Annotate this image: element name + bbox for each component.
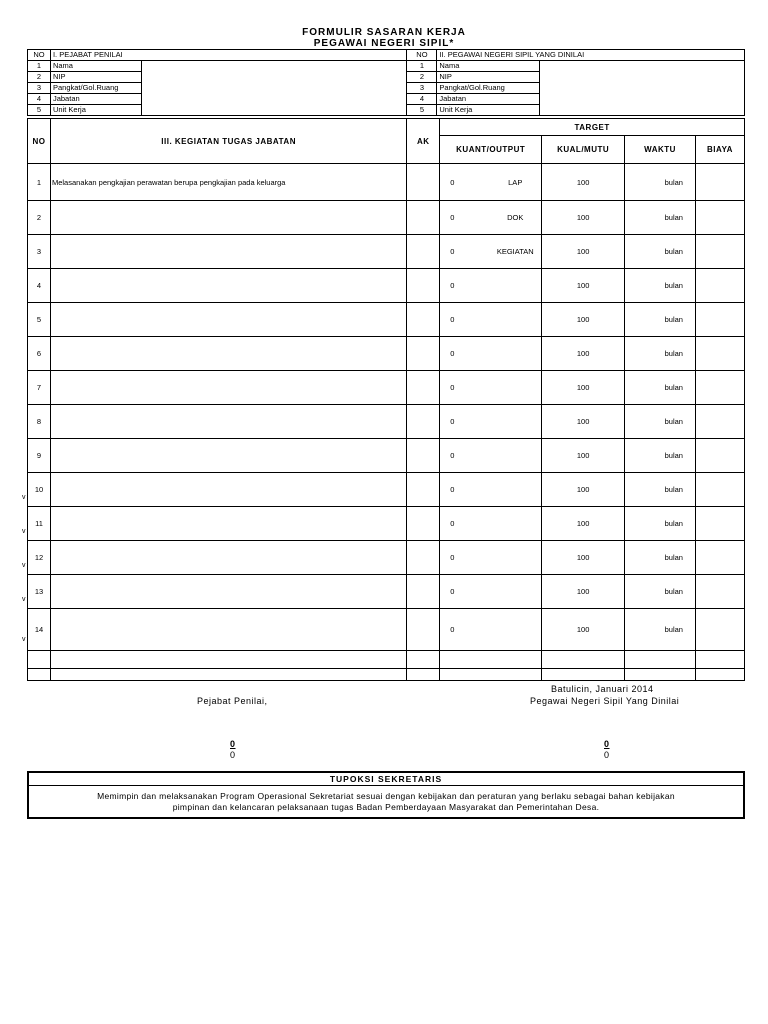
- task-kuant-output[interactable]: [440, 575, 542, 609]
- task-kuant-output[interactable]: [440, 337, 542, 371]
- left-signer-title: Pejabat Penilai,: [197, 696, 268, 706]
- left-row-no: 2: [28, 72, 51, 83]
- empty-row: [28, 669, 745, 681]
- task-row: [28, 201, 745, 235]
- task-waktu[interactable]: bulan: [625, 337, 696, 371]
- identity-header-row: [28, 50, 745, 61]
- task-kual-mutu[interactable]: 100: [542, 371, 625, 405]
- task-no: 14: [28, 609, 51, 651]
- task-no: 5: [28, 303, 51, 337]
- task-biaya[interactable]: [695, 164, 744, 201]
- right-jabatan-label: Jabatan: [437, 94, 540, 105]
- empty-cell[interactable]: [542, 669, 625, 681]
- task-kuant-output[interactable]: [440, 303, 542, 337]
- task-kegiatan[interactable]: [50, 235, 406, 269]
- tupoksi-line-2: pimpinan dan kelancaran pelaksanaan tugas Badan Pemberdayaan Masyarakat dan Pemerintahan Desa.: [172, 802, 600, 812]
- task-ak[interactable]: [407, 303, 440, 337]
- task-kual-mutu[interactable]: 100: [542, 201, 625, 235]
- task-biaya[interactable]: [695, 371, 744, 405]
- task-ak[interactable]: [407, 371, 440, 405]
- task-biaya[interactable]: [695, 609, 744, 651]
- right-value-cell[interactable]: [540, 61, 745, 116]
- left-no-header: NO: [28, 50, 51, 61]
- place-date: Batulicin, Januari 2014: [551, 684, 654, 694]
- task-kegiatan[interactable]: [50, 405, 406, 439]
- left-nip-label: NIP: [50, 72, 141, 83]
- ak-column-header: AK: [407, 119, 440, 164]
- task-waktu[interactable]: bulan: [625, 371, 696, 405]
- kuant-value: 0: [450, 553, 455, 562]
- task-ak[interactable]: [407, 439, 440, 473]
- right-no-header: NO: [407, 50, 437, 61]
- side-tick: v: [22, 494, 26, 501]
- task-ak[interactable]: [407, 337, 440, 371]
- task-ak[interactable]: [407, 609, 440, 651]
- right-row-no: 2: [407, 72, 437, 83]
- left-row-no: 3: [28, 83, 51, 94]
- task-waktu[interactable]: bulan: [625, 303, 696, 337]
- empty-cell[interactable]: [28, 669, 51, 681]
- output-unit: DOK: [507, 213, 524, 222]
- right-row-no: 3: [407, 83, 437, 94]
- empty-cell[interactable]: [625, 669, 696, 681]
- kuant-value: 0: [450, 349, 455, 358]
- kuant-value: 0: [450, 625, 455, 634]
- task-kual-mutu[interactable]: 100: [542, 405, 625, 439]
- kuant-value: 0: [450, 247, 455, 256]
- task-ak[interactable]: [407, 269, 440, 303]
- task-ak[interactable]: [407, 235, 440, 269]
- tupoksi-box: [27, 771, 745, 819]
- empty-cell[interactable]: [50, 651, 406, 669]
- kuant-value: 0: [450, 177, 455, 187]
- tupoksi-heading: TUPOKSI SEKRETARIS: [29, 773, 743, 786]
- identity-table: [27, 49, 745, 116]
- task-ak[interactable]: [407, 575, 440, 609]
- task-biaya[interactable]: [695, 235, 744, 269]
- right-row-no: 4: [407, 94, 437, 105]
- task-kegiatan[interactable]: [50, 473, 406, 507]
- task-waktu[interactable]: bulan: [625, 405, 696, 439]
- task-row: [28, 405, 745, 439]
- left-value-cell[interactable]: [141, 61, 407, 116]
- task-no: 7: [28, 371, 51, 405]
- task-kual-mutu[interactable]: 100: [542, 473, 625, 507]
- task-kegiatan[interactable]: [50, 201, 406, 235]
- side-tick: v: [22, 636, 26, 643]
- task-kuant-output[interactable]: [440, 371, 542, 405]
- empty-cell[interactable]: [28, 651, 51, 669]
- right-signer-nip: 0: [604, 750, 610, 760]
- kuant-value: 0: [450, 383, 455, 392]
- task-kual-mutu[interactable]: 100: [542, 507, 625, 541]
- task-kual-mutu[interactable]: 100: [542, 609, 625, 651]
- task-kuant-output[interactable]: [440, 609, 542, 651]
- task-kuant-output[interactable]: [440, 201, 542, 235]
- task-waktu[interactable]: bulan: [625, 507, 696, 541]
- task-kegiatan[interactable]: [50, 575, 406, 609]
- form-title: FORMULIR SASARAN KERJA: [302, 27, 466, 38]
- task-row: [28, 575, 745, 609]
- task-kuant-output[interactable]: [440, 269, 542, 303]
- task-no: 2: [28, 201, 51, 235]
- task-no: 3: [28, 235, 51, 269]
- pejabat-penilai-header: I. PEJABAT PENILAI: [50, 50, 406, 61]
- task-no: 4: [28, 269, 51, 303]
- task-no: 10: [28, 473, 51, 507]
- tupoksi-line-1: Memimpin dan melaksanakan Program Operasional Sekretariat sesuai dengan kebijakan dan peraturan yang berlaku sebagai bahan kebijakan: [97, 791, 675, 801]
- task-kuant-output[interactable]: [440, 235, 542, 269]
- task-no: 11: [28, 507, 51, 541]
- task-waktu[interactable]: bulan: [625, 473, 696, 507]
- task-no: 6: [28, 337, 51, 371]
- task-kegiatan[interactable]: [50, 337, 406, 371]
- task-no: 1: [28, 164, 51, 201]
- right-signer-name: 0: [604, 739, 610, 749]
- task-kual-mutu[interactable]: 100: [542, 303, 625, 337]
- task-row: [28, 164, 745, 201]
- task-kual-mutu[interactable]: 100: [542, 337, 625, 371]
- task-kegiatan[interactable]: [50, 541, 406, 575]
- task-biaya[interactable]: [695, 337, 744, 371]
- task-waktu[interactable]: bulan: [625, 541, 696, 575]
- task-row: [28, 269, 745, 303]
- task-biaya[interactable]: [695, 507, 744, 541]
- task-row: [28, 541, 745, 575]
- kuant-output-header: KUANT/OUTPUT: [440, 136, 542, 164]
- task-row: [28, 371, 745, 405]
- side-tick: v: [22, 596, 26, 603]
- task-kual-mutu[interactable]: 100: [542, 164, 625, 201]
- task-ak[interactable]: [407, 507, 440, 541]
- task-biaya[interactable]: [695, 201, 744, 235]
- task-biaya[interactable]: [695, 269, 744, 303]
- target-header: TARGET: [440, 119, 745, 136]
- right-signer-title: Pegawai Negeri Sipil Yang Dinilai: [530, 696, 680, 706]
- task-row: [28, 439, 745, 473]
- task-kual-mutu[interactable]: 100: [542, 541, 625, 575]
- right-pangkat-label: Pangkat/Gol.Ruang: [437, 83, 540, 94]
- task-kegiatan[interactable]: Melasanakan pengkajian perawatan berupa pengkajian pada keluarga: [50, 164, 406, 201]
- task-row: [28, 303, 745, 337]
- empty-cell[interactable]: [407, 651, 440, 669]
- task-no: 9: [28, 439, 51, 473]
- task-kegiatan[interactable]: [50, 439, 406, 473]
- task-kuant-output[interactable]: [440, 473, 542, 507]
- left-signer-name: 0: [230, 739, 236, 749]
- task-kegiatan[interactable]: [50, 303, 406, 337]
- task-ak[interactable]: [407, 541, 440, 575]
- task-waktu[interactable]: bulan: [625, 439, 696, 473]
- left-nama-label: Nama: [50, 61, 141, 72]
- no-column-header: NO: [28, 119, 51, 164]
- task-waktu[interactable]: bulan: [625, 201, 696, 235]
- empty-cell[interactable]: [625, 651, 696, 669]
- task-kual-mutu[interactable]: 100: [542, 575, 625, 609]
- task-row: [28, 507, 745, 541]
- task-row: [28, 235, 745, 269]
- output-unit: KEGIATAN: [496, 247, 534, 256]
- kual-mutu-header: KUAL/MUTU: [542, 136, 625, 164]
- task-no: 12: [28, 541, 51, 575]
- task-ak[interactable]: [407, 473, 440, 507]
- side-tick: v: [22, 528, 26, 535]
- task-kegiatan[interactable]: [50, 507, 406, 541]
- right-row-no: 5: [407, 105, 437, 116]
- kuant-value: 0: [450, 485, 455, 494]
- left-row-no: 1: [28, 61, 51, 72]
- task-header-row: [28, 119, 745, 136]
- task-kegiatan[interactable]: [50, 371, 406, 405]
- kuant-value: 0: [450, 417, 455, 426]
- task-kual-mutu[interactable]: 100: [542, 269, 625, 303]
- task-waktu[interactable]: bulan: [625, 575, 696, 609]
- left-row-no: 5: [28, 105, 51, 116]
- empty-cell[interactable]: [440, 651, 542, 669]
- task-ak[interactable]: [407, 405, 440, 439]
- right-row-no: 1: [407, 61, 437, 72]
- kuant-value: 0: [450, 281, 455, 290]
- task-kuant-output[interactable]: [440, 507, 542, 541]
- task-ak[interactable]: [407, 164, 440, 201]
- left-unit-kerja-label: Unit Kerja: [50, 105, 141, 116]
- task-kuant-output[interactable]: [440, 405, 542, 439]
- empty-cell[interactable]: [407, 669, 440, 681]
- task-row: [28, 473, 745, 507]
- kuant-value: 0: [450, 587, 455, 596]
- task-waktu[interactable]: bulan: [625, 609, 696, 651]
- empty-cell[interactable]: [542, 651, 625, 669]
- task-biaya[interactable]: [695, 405, 744, 439]
- identity-row: [28, 61, 745, 72]
- task-row: [28, 609, 745, 651]
- task-biaya[interactable]: [695, 303, 744, 337]
- task-kegiatan[interactable]: [50, 269, 406, 303]
- task-no: 8: [28, 405, 51, 439]
- empty-cell[interactable]: [695, 669, 744, 681]
- pns-dinilai-header: II. PEGAWAI NEGERI SIPIL YANG DINILAI: [437, 50, 745, 61]
- left-signer-nip: 0: [230, 750, 236, 760]
- kuant-value: 0: [450, 451, 455, 460]
- kegiatan-column-header: III. KEGIATAN TUGAS JABATAN: [50, 119, 406, 164]
- task-biaya[interactable]: [695, 575, 744, 609]
- right-unit-kerja-label: Unit Kerja: [437, 105, 540, 116]
- task-waktu[interactable]: bulan: [625, 269, 696, 303]
- empty-cell[interactable]: [50, 669, 406, 681]
- kuant-value: 0: [450, 519, 455, 528]
- task-kual-mutu[interactable]: 100: [542, 235, 625, 269]
- form-subtitle: PEGAWAI NEGERI SIPIL*: [313, 38, 455, 49]
- task-kuant-output[interactable]: [440, 439, 542, 473]
- empty-row: [28, 651, 745, 669]
- right-nip-label: NIP: [437, 72, 540, 83]
- empty-cell[interactable]: [440, 669, 542, 681]
- left-jabatan-label: Jabatan: [50, 94, 141, 105]
- left-row-no: 4: [28, 94, 51, 105]
- tupoksi-description: [29, 786, 743, 813]
- task-waktu[interactable]: bulan: [625, 164, 696, 201]
- task-kuant-output[interactable]: [440, 164, 542, 201]
- side-tick: v: [22, 562, 26, 569]
- empty-cell[interactable]: [695, 651, 744, 669]
- task-waktu[interactable]: bulan: [625, 235, 696, 269]
- task-biaya[interactable]: [695, 541, 744, 575]
- biaya-header: BIAYA: [695, 136, 744, 164]
- left-pangkat-label: Pangkat/Gol.Ruang: [50, 83, 141, 94]
- waktu-header: WAKTU: [625, 136, 696, 164]
- task-no: 13: [28, 575, 51, 609]
- right-nama-label: Nama: [437, 61, 540, 72]
- kuant-value: 0: [450, 213, 455, 222]
- task-ak[interactable]: [407, 201, 440, 235]
- task-row: [28, 337, 745, 371]
- task-table: [27, 118, 745, 681]
- task-biaya[interactable]: [695, 473, 744, 507]
- task-kuant-output[interactable]: [440, 541, 542, 575]
- kuant-value: 0: [450, 315, 455, 324]
- output-unit: LAP: [508, 177, 523, 187]
- task-kegiatan[interactable]: [50, 609, 406, 651]
- task-biaya[interactable]: [695, 439, 744, 473]
- task-kual-mutu[interactable]: 100: [542, 439, 625, 473]
